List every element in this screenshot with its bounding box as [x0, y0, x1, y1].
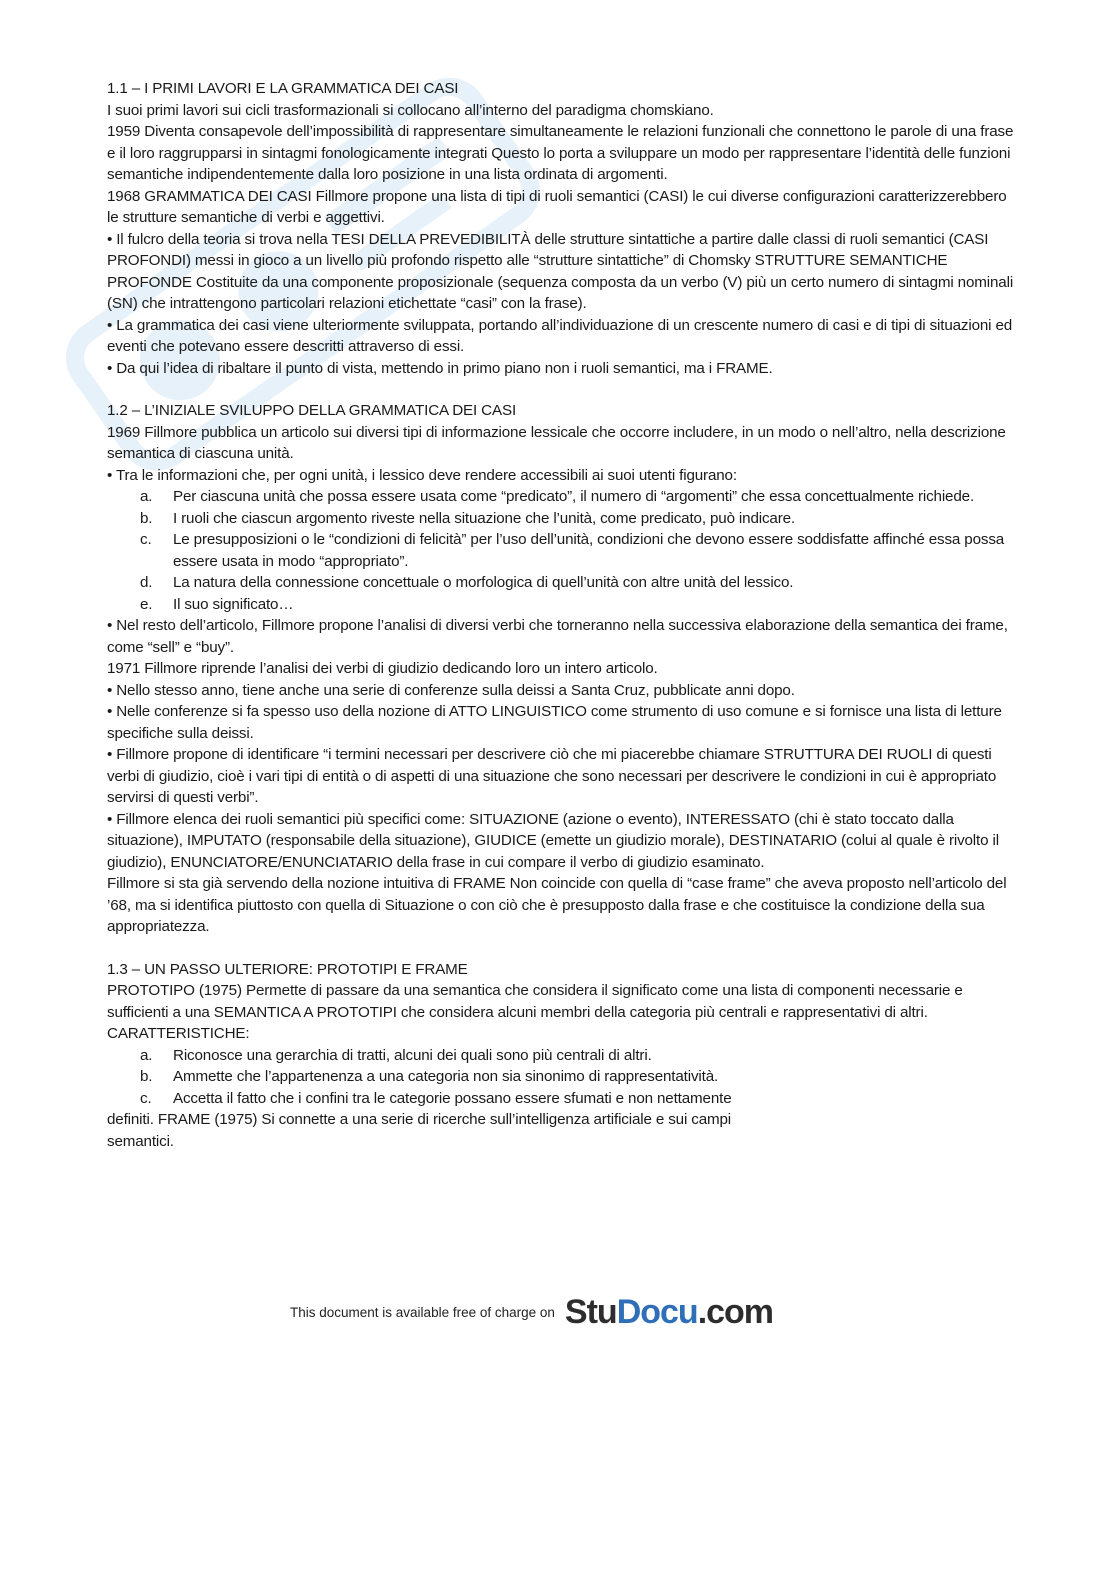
- paragraph: 1971 Fillmore riprende l’analisi dei verbi di giudizio dedicando loro un intero articolo.: [107, 660, 658, 677]
- list-item: [107, 1045, 1022, 1067]
- list-item: [107, 1088, 1022, 1110]
- bullet-paragraph: • Da qui l’idea di ribaltare il punto di vista, mettendo in primo piano non i ruoli semantici, ma i FRAME.: [107, 359, 773, 377]
- list-item: [107, 508, 1022, 530]
- paragraph: 1959 Diventa consapevole dell’impossibilità di rappresentare simultaneamente le relazioni funzionali che connettono le parole di una frase e il loro raggrupparsi in sintagmi fonologicamente integrati Questo lo porta a sviluppare un modo per rappresentare l’identità delle funzioni semantiche indipendentemente dalla loro posizione in una lista ordinata di argomenti.: [107, 123, 1014, 183]
- list-item-text: Ammette che l’appartenenza a una categoria non sia sinonimo di rappresentatività.: [173, 1068, 719, 1085]
- bullet-paragraph: • Nel resto dell’articolo, Fillmore propone l’analisi di diversi verbi che torneranno nella successiva elaborazione della semantica dei frame, come “sell” e “buy”.: [107, 617, 1008, 656]
- list-item: [107, 486, 1022, 508]
- paragraph: Fillmore si sta già servendo della nozione intuitiva di FRAME Non coincide con quella di “case frame” che aveva proposto nell’articolo del ’68, ma si identifica piuttosto con quella di Situazione o con ciò che è presupposto dalla frase e che costituisce la condizione della sua appropriatezza.: [107, 875, 1007, 935]
- section-heading-1-2: 1.2 – L’INIZIALE SVILUPPO DELLA GRAMMATICA DEI CASI: [107, 402, 517, 419]
- list-item: [107, 572, 1022, 594]
- section-heading-1-3: 1.3 – UN PASSO ULTERIORE: PROTOTIPI E FRAME: [107, 960, 468, 978]
- studocu-logo-link[interactable]: [565, 1295, 773, 1329]
- paragraph: I suoi primi lavori sui cicli trasformazionali si collocano all’interno del paradigma chomskiano.: [107, 101, 714, 119]
- document-page: [107, 78, 1022, 1152]
- bullet-paragraph: • Il fulcro della teoria si trova nella TESI DELLA PREVEDIBILITÀ delle strutture sintattiche a partire dalle classi di ruoli semantici (CASI PROFONDI) messi in gioco a un livello più profondo rispetto alle “strutture sintattiche” di Chomsky STRUTTURE SEMANTICHE PROFONDE Costituite da una componente proposizionale (sequenza composta da un verbo (V) più un certo numero di sintagmi nominali (SN) che intrattengono particolari relazioni etichettate “casi” con la frase).: [107, 230, 1014, 312]
- list-item-text: La natura della connessione concettuale o morfologica di quell’unità con altre unità del lessico.: [173, 574, 794, 591]
- list-item-text: Accetta il fatto che i confini tra le categorie possano essere sfumati e non nettamente: [173, 1089, 732, 1107]
- list-item-text: Per ciascuna unità che possa essere usata come “predicato”, il numero di “argomenti” che essa concettualmente richiede.: [173, 488, 975, 505]
- characteristics-list: [107, 1045, 1022, 1110]
- list-item-text: Le presupposizioni o le “condizioni di felicità” per l’uso dell’unità, condizioni che devono essere soddisfatte affinché essa possa essere usata in modo “appropriato”.: [173, 531, 1005, 570]
- bullet-paragraph: • Tra le informazioni che, per ogni unità, i lessico deve rendere accessibili ai suoi utenti figurano:: [107, 466, 737, 484]
- paragraph: 1968 GRAMMATICA DEI CASI Fillmore propone una lista di tipi di ruoli semantici (CASI) le cui diverse configurazioni caratterizzerebbero le strutture semantiche di verbi e aggettivi.: [107, 187, 1007, 226]
- bullet-paragraph: • Nelle conferenze si fa spesso uso della nozione di ATTO LINGUISTICO come strumento di uso comune e si fornisce una lista di letture specifiche sulla deissi.: [107, 703, 1002, 742]
- list-item: [107, 1066, 1022, 1088]
- list-marker: a.: [140, 1046, 153, 1064]
- list-marker: b.: [140, 1068, 153, 1085]
- list-item: [107, 594, 1022, 616]
- bullet-paragraph: • La grammatica dei casi viene ulteriormente sviluppata, portando all’individuazione di un crescente numero di casi e di tipi di situazioni ed eventi che potevano essere descritti attraverso di essi.: [107, 316, 1013, 355]
- list-marker: c.: [140, 531, 152, 548]
- list-marker: b.: [140, 509, 153, 527]
- list-marker: c.: [140, 1089, 152, 1107]
- list-item-text: Riconosce una gerarchia di tratti, alcuni dei quali sono più centrali di altri.: [173, 1046, 652, 1064]
- footer-text: This document is available free of charge on: [290, 1304, 555, 1320]
- bullet-paragraph: • Fillmore propone di identificare “i termini necessari per descrivere ciò che mi piacerebbe chiamare STRUTTURA DEI RUOLI di questi verbi di giudizio, cioè i vari tipi di entità o di aspetti di una situazione che sono necessari per descrivere le condizioni in cui è appropriato servirsi di questi verbi”.: [107, 746, 997, 806]
- list-marker: e.: [140, 595, 153, 613]
- list-marker: a.: [140, 488, 153, 505]
- section-heading-1-1: 1.1 – I PRIMI LAVORI E LA GRAMMATICA DEI CASI: [107, 80, 459, 97]
- paragraph: PROTOTIPO (1975) Permette di passare da una semantica che considera il significato come una lista di componenti necessarie e sufficienti a una SEMANTICA A PROTOTIPI che considera alcuni membri della categoria più centrali e rappresentativi di altri.: [107, 982, 963, 1021]
- paragraph: 1969 Fillmore pubblica un articolo sui diversi tipi di informazione lessicale che occorre includere, in un modo o nell’altro, nella descrizione semantica di ciascuna unità.: [107, 423, 1006, 462]
- list-item: [107, 529, 1022, 572]
- list-item-text: Il suo significato…: [173, 595, 294, 613]
- logo-part: Stu: [564, 1293, 617, 1331]
- paragraph: CARATTERISTICHE:: [107, 1025, 250, 1042]
- list-item-text: I ruoli che ciascun argomento riveste nella situazione che l’unità, come predicato, può indicare.: [173, 509, 795, 527]
- lexicon-info-list: [107, 486, 1022, 615]
- footer: [290, 1290, 810, 1334]
- bullet-paragraph: • Fillmore elenca dei ruoli semantici più specifici come: SITUAZIONE (azione o evento), INTERESSATO (chi è stato toccato dalla situazione), IMPUTATO (responsabile della situazione), GIUDICE (emette un giudizio morale), DESTINATARIO (colui al quale è rivolto il giudizio), ENUNCIATORE/ENUNCIATARIO della frase in cui compare il verbo di giudizio esaminato.: [107, 810, 999, 871]
- bullet-paragraph: • Nello stesso anno, tiene anche una serie di conferenze sulla deissi a Santa Cruz, pubblicate anni dopo.: [107, 681, 795, 699]
- list-marker: d.: [140, 574, 153, 591]
- logo-part: Docu: [616, 1293, 698, 1331]
- paragraph: definiti. FRAME (1975) Si connette a una serie di ricerche sull’intelligenza artificiale e sui campi semantici.: [107, 1111, 732, 1150]
- logo-part: .com: [697, 1293, 774, 1331]
